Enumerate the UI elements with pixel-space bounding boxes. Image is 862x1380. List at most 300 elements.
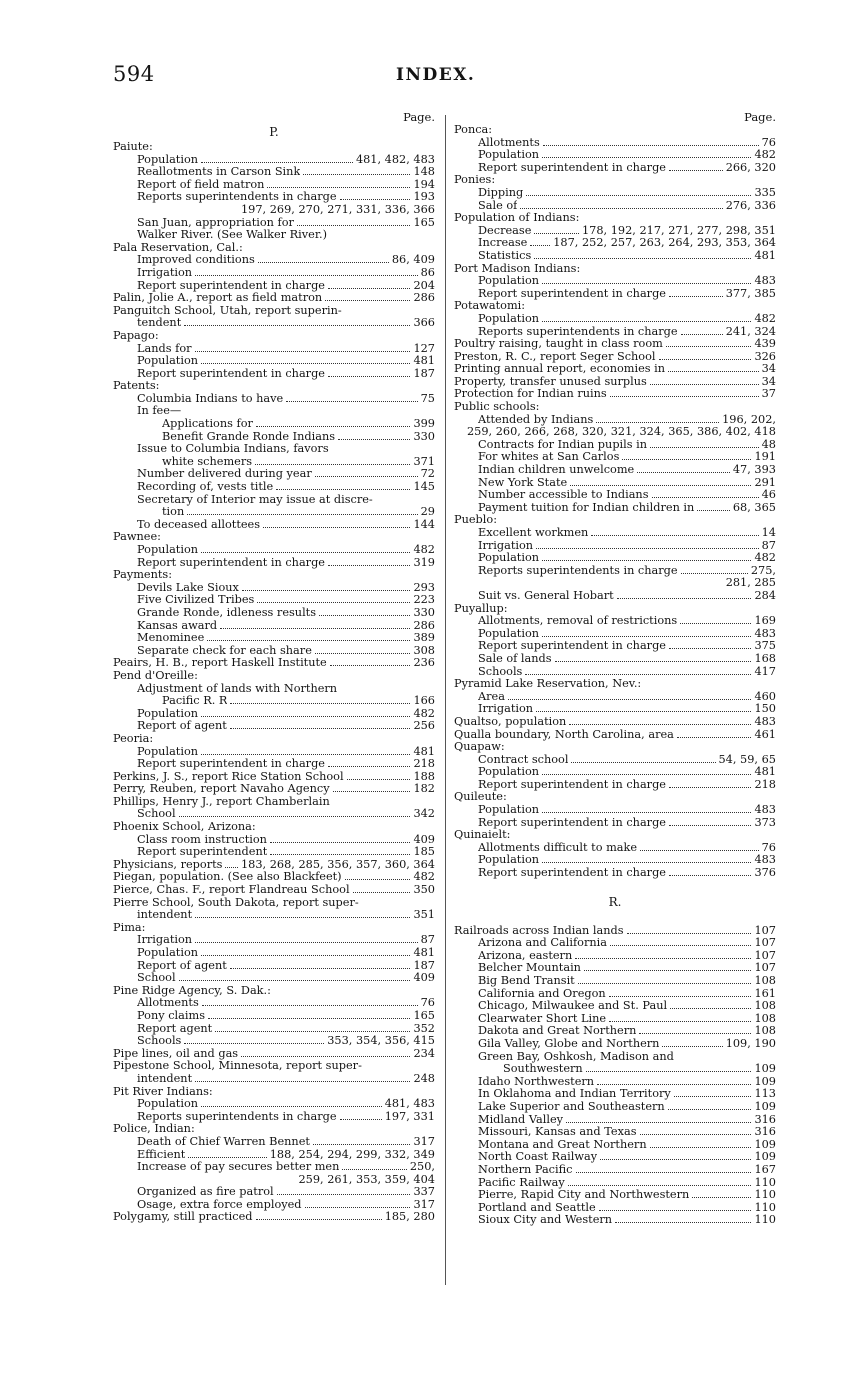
index-entry-text: Population [478,804,540,817]
index-entry-text: Dipping [478,186,524,199]
index-entry-text: To deceased allottees [137,518,261,531]
index-entry [113,494,435,507]
index-entry-pages: 191 [754,451,776,464]
index-entry-text: tendent [137,317,182,330]
dot-leader [650,1147,752,1148]
index-entry-pages: 108 [754,1012,776,1025]
dot-leader [305,1207,411,1208]
index-entry [454,962,776,975]
index-entry-pages: 109 [754,1151,776,1164]
index-entry [454,1063,776,1076]
page-column-label: Page. [403,110,435,124]
index-entry-pages: 110 [754,1214,776,1227]
dot-leader [340,199,411,200]
index-entry [454,149,776,162]
column-divider [445,115,446,1285]
index-entry [113,1199,435,1212]
index-entry-text: Pyramid Lake Reservation, Nev.: [454,678,642,691]
index-entry [113,632,435,645]
index-entry [454,288,776,301]
dot-leader [353,892,411,893]
index-entry [454,678,776,691]
index-entry-text: Schools [478,665,523,678]
index-entry [454,842,776,855]
index-entry-pages: 376 [754,867,776,880]
index-entry [113,1060,435,1073]
dot-leader [600,1159,751,1160]
index-entry-pages: 330 [413,430,435,443]
index-entry-text: Patents: [113,380,160,393]
index-entry-pages: 259, 261, 353, 359, 404 [298,1173,435,1186]
index-entry-pages: 223 [413,594,435,607]
dot-leader [555,661,752,662]
index-entry [113,280,435,293]
index-entry-text: Report superintendent in charge [137,758,325,771]
index-entry-pages: 34 [761,363,776,376]
dot-leader [669,170,723,171]
dot-leader [195,1081,410,1082]
index-entry-text: Gila Valley, Globe and Northern [478,1037,660,1050]
index-entry [454,225,776,238]
index-entry-pages: 236 [413,657,435,670]
index-entry-pages: 107 [754,924,776,937]
index-entry-text: Osage, extra force employed [137,1198,302,1211]
index-entry-text: Palin, Jolie A., report as field matron [113,292,323,305]
index-entry-pages: 108 [754,1000,776,1013]
index-entry-text: Irrigation [478,539,534,552]
index-entry-pages: 168 [754,652,776,665]
dot-leader [256,1219,382,1220]
index-entry-pages: 241, 324 [725,325,776,338]
index-entry-pages: 319 [413,556,435,569]
index-entry [113,481,435,494]
dot-leader [195,351,411,352]
index-entry-text: Sale of lands [478,652,552,665]
index-entry [454,414,776,427]
index-entry-text: Idaho Northwestern [478,1075,595,1088]
index-entry [113,443,435,456]
dot-leader [201,1106,382,1107]
dot-leader [542,812,751,813]
index-entry [113,683,435,696]
index-entry-text: Secretary of Interior may issue at discre- [137,493,373,506]
index-entry [113,934,435,947]
index-entry-text: Pierce, Chas. F., report Flandreau School [113,884,350,897]
index-entry-pages: 76 [761,841,776,854]
dot-leader [542,321,751,322]
index-entry [113,292,435,305]
index-entry [113,355,435,368]
index-entry-pages: 482 [754,149,776,162]
index-entry [454,174,776,187]
index-entry [454,565,776,578]
index-entry-list [113,141,435,1224]
index-entry-pages: 182 [413,783,435,796]
index-entry-text: Death of Chief Warren Bennet [137,1135,310,1148]
index-entry [113,506,435,519]
index-entry-text: Pipestone School, Minnesota, report super- [113,1060,362,1073]
index-entry-text: Payment tuition for Indian children in [478,501,695,514]
dot-leader [542,636,751,637]
index-entry-text: Report superintendent in charge [137,367,325,380]
index-entry [113,1123,435,1136]
index-entry [454,1114,776,1127]
index-entry-pages: 350 [413,884,435,897]
index-entry-text: Five Civilized Tribes [137,594,255,607]
dot-leader [668,1109,752,1110]
dot-leader [179,980,411,981]
dot-leader [526,195,751,196]
index-entry-text: Population [478,312,540,325]
index-entry-pages: 481, 482, 483 [355,153,435,166]
dot-leader [201,552,410,553]
index-entry [113,191,435,204]
dot-leader [267,187,410,188]
index-entry-pages: 183, 268, 285, 356, 357, 360, 364 [240,858,435,871]
index-entry-pages: 352 [413,1022,435,1035]
dot-leader [230,703,410,704]
dot-leader [622,459,751,460]
dot-leader [347,779,411,780]
dot-leader [543,145,759,146]
index-entry [454,527,776,540]
index-entry-pages: 166 [413,695,435,708]
index-entry-text: Poultry raising, taught in class room [454,338,663,351]
index-entry [454,439,776,452]
dot-leader [542,157,751,158]
dot-leader [596,422,719,423]
index-entry-text: white schemers [162,455,253,468]
index-entry-pages: 483 [754,275,776,288]
index-entry-pages: 308 [413,644,435,657]
index-entry [454,577,776,590]
index-entry-pages: 377, 385 [725,287,776,300]
index-entry-pages: 109 [754,1075,776,1088]
index-entry-text: Devils Lake Sioux [137,581,239,594]
index-entry [454,653,776,666]
dot-leader [184,1043,324,1044]
index-entry [113,1136,435,1149]
index-entry-text: Population [478,552,540,565]
dot-leader [542,560,751,561]
index-entry [113,1149,435,1162]
page-number: 594 [113,62,155,86]
section-letter-r: R. [608,894,622,909]
index-entry-pages: 330 [413,606,435,619]
dot-leader [640,1134,752,1135]
index-entry-text: Pine Ridge Agency, S. Dak.: [113,984,271,997]
index-entry-text: Decrease [478,224,532,237]
dot-leader [315,476,418,477]
dot-leader [208,1018,410,1019]
index-entry-text: Dakota and Great Northern [478,1025,637,1038]
index-entry-text: Kansas award [137,619,218,632]
index-entry-pages: 275, [750,564,776,577]
index-entry [113,758,435,771]
index-entry [454,925,776,938]
index-entry [113,1086,435,1099]
index-entry-text: Contracts for Indian pupils in [478,438,648,451]
dot-leader [277,1194,411,1195]
index-entry [454,741,776,754]
index-entry-pages: 167 [754,1163,776,1176]
index-entry-text: Lake Superior and Southeastern [478,1100,665,1113]
index-entry [113,242,435,255]
dot-leader [179,816,411,817]
index-entry [113,746,435,759]
index-entry-pages: 353, 354, 356, 415 [327,1035,435,1048]
dot-leader [584,970,751,971]
dot-leader [610,396,759,397]
dot-leader [575,958,751,959]
index-entry-pages: 108 [754,1025,776,1038]
index-entry [454,351,776,364]
dot-leader [230,968,411,969]
index-entry [113,1174,435,1187]
index-entry [454,338,776,351]
index-entry [454,804,776,817]
index-entry-pages: 193 [413,191,435,204]
index-entry-text: Recording of, vests title [137,481,274,494]
index-entry-pages: 234 [413,1047,435,1060]
dot-leader [330,665,411,666]
dot-leader [670,1008,751,1009]
index-entry-text: Public schools: [454,401,540,414]
index-entry [113,960,435,973]
index-entry-text: Irrigation [137,266,193,279]
dot-leader [599,1210,752,1211]
index-entry [113,1048,435,1061]
index-entry-text: Population [137,544,199,556]
index-entry-pages: 417 [754,665,776,678]
index-entry [454,162,776,175]
dot-leader [637,472,730,473]
index-entry-text: Report of agent [137,720,227,733]
index-entry-text: Arizona and California [478,937,607,950]
index-entry [113,796,435,809]
index-entry-text: Chicago, Milwaukee and St. Paul [478,1000,668,1013]
index-entry-text: Increase of pay secures better men [137,1161,340,1174]
dot-leader [297,225,411,226]
index-entry-pages: 482 [413,871,435,884]
index-entry-pages: 481 [413,947,435,959]
index-entry [454,187,776,200]
index-entry-pages: 76 [420,997,435,1010]
index-entry-text: Report superintendent [137,846,268,859]
index-entry-pages: 286 [413,292,435,305]
index-entry-text: Population [478,854,540,867]
index-entry-text: Pipe lines, oil and gas [113,1047,239,1060]
index-entry-pages: 14 [761,527,776,539]
dot-leader [188,1157,266,1158]
index-entry-text: Peairs, H. B., report Haskell Institute [113,657,327,670]
index-entry-text: San Juan, appropriation for [137,216,294,229]
index-entry [454,200,776,213]
index-entry-text: Number delivered during year [137,468,312,481]
index-entry-text: Belcher Mountain [478,962,581,975]
index-entry-pages: 188, 254, 294, 299, 332, 349 [269,1148,435,1161]
index-entry [454,1202,776,1215]
dot-leader [508,699,751,700]
index-entry-text: Population [137,355,199,368]
index-entry-text: intendent [137,1072,193,1085]
index-entry-text: Midland Valley [478,1113,564,1126]
index-entry-pages: 351 [413,909,435,922]
dot-leader [201,716,410,717]
index-entry-text: Puyallup: [454,602,508,615]
dot-leader [669,825,751,826]
index-entry-text: Allotments, removal of restrictions [478,615,678,628]
index-entry [454,376,776,389]
dot-leader [270,854,410,855]
index-entry [113,418,435,431]
index-entry-pages: 148 [413,166,435,179]
dot-leader [195,917,410,918]
index-entry-text: intendent [137,909,193,922]
index-entry-text: Railroads across Indian lands [454,924,624,937]
index-entry-pages: 293 [413,581,435,594]
index-entry [454,603,776,616]
index-entry [113,305,435,318]
dot-leader [276,489,410,490]
dot-leader [534,233,579,234]
index-entry-text: Schools [137,1035,182,1048]
index-entry-pages: 109 [754,1100,776,1113]
index-entry [113,267,435,280]
index-entry-text: Qualla boundary, North Carolina, area [454,728,674,741]
dot-leader [659,359,752,360]
index-entry-text: Columbia Indians to have [137,392,284,405]
index-entry [113,1161,435,1174]
index-entry-text: Irrigation [137,934,193,947]
index-entry-text: Grande Ronde, idleness results [137,606,317,619]
dot-leader [525,674,751,675]
dot-leader [303,174,410,175]
dot-leader [681,573,748,574]
index-entry-text: Pawnee: [113,531,161,544]
dot-leader [542,283,751,284]
dot-leader [578,983,752,984]
index-entry [454,791,776,804]
index-entry-pages: 169 [754,615,776,628]
index-entry-pages: 110 [754,1201,776,1214]
index-entry [113,1211,435,1224]
index-entry-text: Population [137,745,199,758]
index-entry-text: North Coast Railway [478,1151,598,1164]
dot-leader [570,485,751,486]
index-entry [113,808,435,821]
index-entry-text: Piegan, population. (See also Blackfeet) [113,871,342,884]
dot-leader [520,208,722,209]
index-entry [454,779,776,792]
index-entry-text: Increase [478,237,528,250]
dot-leader [201,955,410,956]
index-entry-pages: 481, 483 [384,1098,435,1111]
index-entry [454,124,776,137]
index-entry-pages: 461 [754,728,776,741]
index-entry-text: Papago: [113,329,159,342]
index-entry [454,1088,776,1101]
index-entry-text: Contract school [478,753,569,766]
index-entry [454,489,776,502]
index-entry-text: Allotments [137,997,199,1010]
index-entry-text: Reports superintendents in charge [478,564,678,577]
index-entry [113,179,435,192]
index-entry-pages: 250, [409,1161,435,1174]
index-entry [454,628,776,641]
index-entry [113,922,435,935]
dot-leader [617,598,752,599]
index-entry-text: In Oklahoma and Indian Territory [478,1088,671,1101]
index-entry-text: Panguitch School, Utah, report superin- [113,304,342,317]
index-entry-text: Clearwater Short Line [478,1012,607,1025]
index-entry-text: Missouri, Kansas and Texas [478,1126,637,1139]
index-entry [454,552,776,565]
index-entry-text: Pit River Indians: [113,1085,213,1098]
index-entry-text: In fee— [137,405,182,418]
index-entry [454,988,776,1001]
dot-leader [530,245,550,246]
index-entry [113,821,435,834]
index-entry [113,884,435,897]
dot-leader [568,1185,752,1186]
dot-leader [692,1197,751,1198]
index-entry [113,645,435,658]
dot-leader [241,1056,410,1057]
index-entry [454,703,776,716]
index-entry [454,477,776,490]
index-entry-pages: 409 [413,833,435,846]
dot-leader [666,346,752,347]
index-entry [113,393,435,406]
index-entry-text: California and Oregon [478,987,606,1000]
index-entry [454,666,776,679]
dot-leader [342,1169,406,1170]
dot-leader [230,728,411,729]
index-entry-text: Printing annual report, economies in [454,363,666,376]
index-entry [454,502,776,515]
index-entry-pages: 37 [761,388,776,401]
index-entry [113,972,435,985]
index-entry [113,405,435,418]
index-entry-text: Report of field matron [137,178,265,191]
index-entry-pages: 150 [754,703,776,716]
index-entry [113,1023,435,1036]
dot-leader [681,334,723,335]
index-entry [113,1098,435,1111]
index-entry [454,388,776,401]
index-entry [113,594,435,607]
section-gap [454,911,776,925]
index-entry [454,313,776,326]
dot-leader [571,762,715,763]
index-entry-text: Benefit Grande Ronde Indians [162,430,336,443]
dot-leader [669,875,751,876]
index-entry-text: Class room instruction [137,833,267,846]
index-entry [113,1073,435,1086]
index-entry-pages: 316 [754,1113,776,1126]
index-entry-pages: 197, 269, 270, 271, 331, 336, 366 [240,203,435,216]
index-entry-pages: 481 [754,249,776,262]
index-entry-pages: 46 [761,489,776,502]
index-entry-pages: 218 [413,758,435,771]
index-entry-pages: 109 [754,1063,776,1076]
dot-leader [662,1046,722,1047]
index-entry-pages: 109, 190 [725,1037,776,1050]
dot-leader [195,275,418,276]
index-entry-pages: 373 [754,816,776,829]
dot-leader [680,623,751,624]
